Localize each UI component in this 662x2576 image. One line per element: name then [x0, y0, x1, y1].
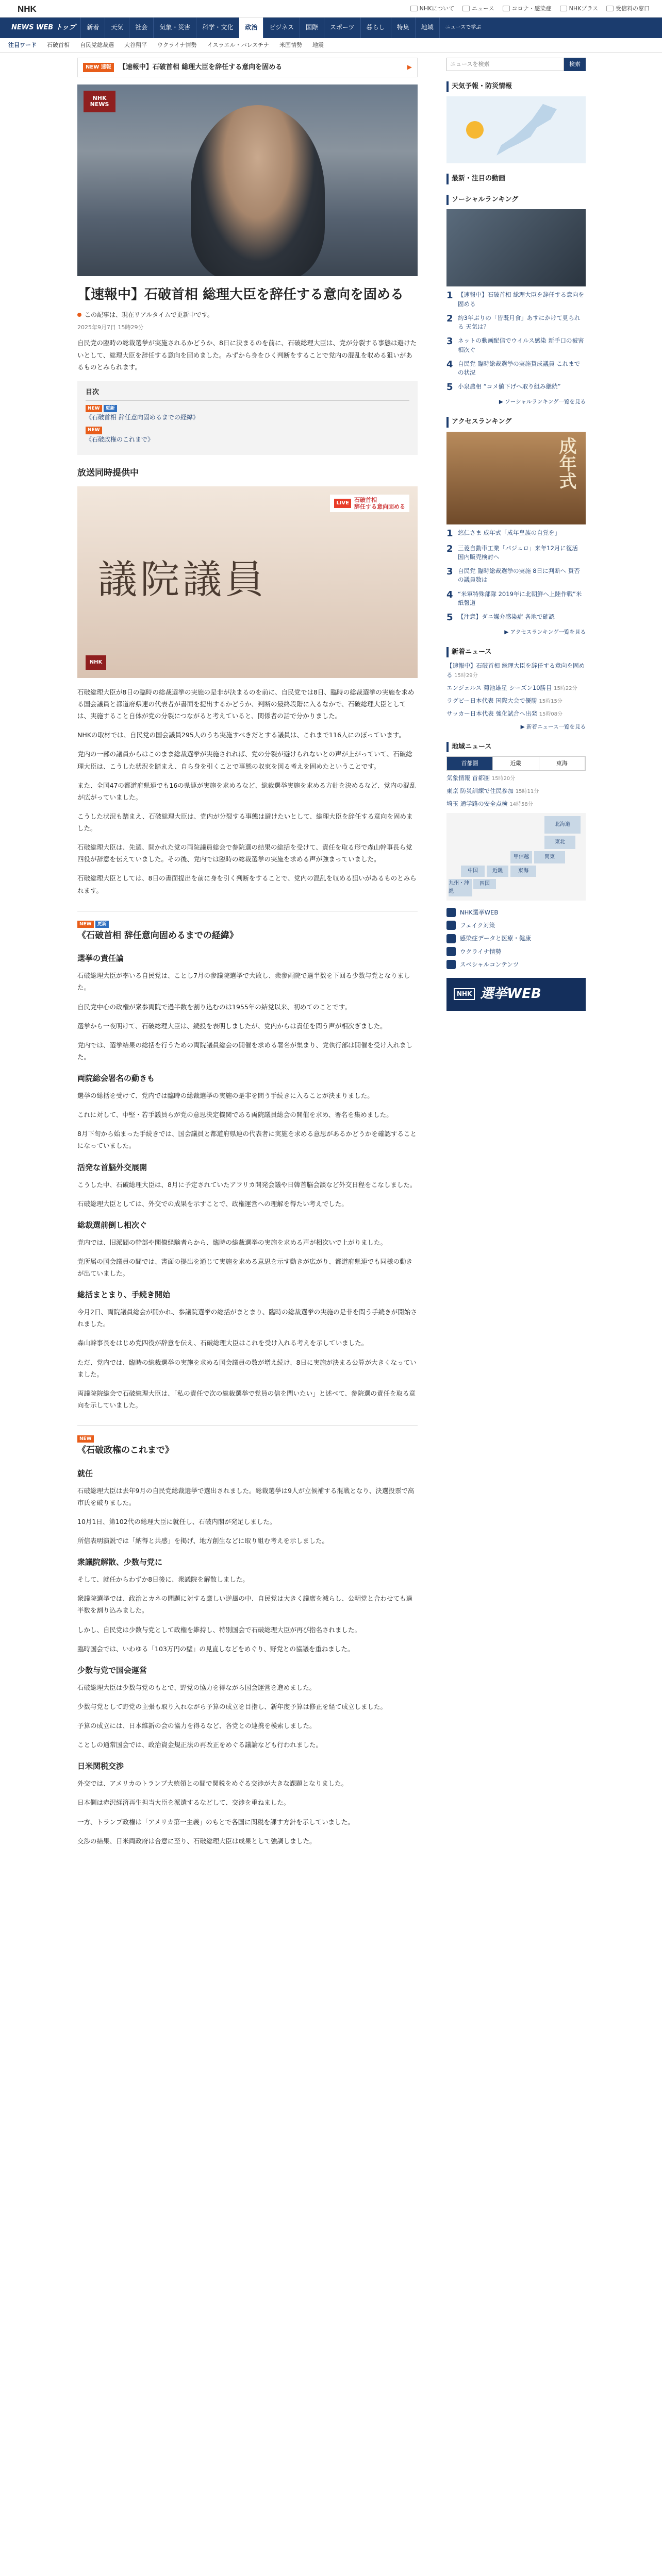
article-paragraph: 臨時国会では、いわゆる「103万円の壁」の見直しなどをめぐり、野党との協議を重ねました。 — [77, 1645, 354, 1653]
social-ranking-heading: ソーシャルランキング — [446, 195, 586, 206]
article-paragraph: 森山幹事長をはじめ党四役が辞意を伝え、石破総理大臣はこれを受け入れる考えを示していました。 — [77, 1339, 368, 1347]
ranking-item[interactable]: 5 小泉農相 “コメ値下げへ取り組み継続” — [446, 382, 561, 393]
sun-icon — [466, 121, 484, 139]
news-list-item[interactable]: 東京 防災訓練で住民参加 15時11分 — [446, 787, 539, 795]
news-list-item[interactable]: エンジェルス 菊池雄星 シーズン10勝目 15時22分 — [446, 684, 577, 691]
article-paragraph: 選挙から一夜明けて、石破総理大臣は、続投を表明しましたが、党内からは責任を問う声が相次ぎました。 — [77, 1022, 387, 1030]
nav-brand[interactable]: NEWS WEB トップ — [11, 23, 76, 31]
social-ranking-more-link[interactable]: ▶ ソーシャルランキング一覧を見る — [499, 399, 586, 405]
article-paragraph: 所信表明演説では「納得と共感」を掲げ、地方創生などに取り組む考えを示しました。 — [77, 1537, 329, 1545]
global-bar — [0, 0, 662, 18]
access-ranking-heading: アクセスランキング — [446, 417, 586, 428]
global-link-news[interactable]: ニュース — [462, 4, 494, 13]
weather-widget[interactable] — [446, 96, 586, 163]
new-badge: NEW — [86, 405, 102, 412]
section-title: 《石破政権のこれまで》 — [77, 1445, 174, 1456]
content-wrap — [0, 53, 662, 1854]
ranking-item[interactable]: 2 三菱自動車工業「パジェロ」来年12月に復活 国内販売検討へ — [446, 543, 578, 561]
article-paragraph: 両議院院総会で石破総理大臣は、「私の責任で次の総裁選挙で党員の信を問いたい」と述べて、参院選の責任を取る意向を示していました。 — [77, 1389, 416, 1409]
news-list-item[interactable]: 気象情報 首都圏 15時20分 — [446, 774, 516, 782]
access-ranking-photo[interactable] — [446, 432, 586, 524]
article-paragraph: 一方、トランプ政権は「アメリカ第一主義」のもとで各国に関税を課す方針を示していました。 — [77, 1818, 354, 1826]
toc-heading: 目次 — [86, 387, 409, 401]
search-button[interactable]: 検索 — [564, 58, 586, 71]
new-news-heading: 新着ニュース — [446, 647, 586, 658]
section-title: 《石破首相 辞任意向固めるまでの経緯》 — [77, 930, 238, 941]
global-link-plus[interactable]: NHKプラス — [560, 4, 598, 13]
japan-map-icon — [489, 104, 566, 156]
nav-item-weather[interactable]: 天気 — [105, 18, 129, 38]
service-link[interactable]: ウクライナ情勢 — [446, 947, 586, 956]
global-links — [410, 4, 650, 13]
ranking-item[interactable]: 4 自民党 臨時総裁選挙の実施賛成議員 これまでの状況 — [446, 359, 581, 377]
nhk-logo[interactable] — [12, 3, 49, 15]
election-web-banner[interactable] — [446, 978, 586, 1011]
update-badge: 更新 — [95, 921, 109, 928]
article-paragraph: 予算の成立には、日本維新の会の協力を得るなど、各党との連携を模索しました。 — [77, 1722, 316, 1730]
keyword-item[interactable]: 自民党総裁選 — [80, 41, 114, 48]
video-nhk-logo: NHK — [86, 655, 106, 670]
service-link[interactable]: フェイク対策 — [446, 921, 586, 930]
live-heading: 放送同時提供中 — [77, 467, 139, 478]
subsection-title: 日米関税交渉 — [77, 1761, 124, 1771]
subsection-title: 就任 — [77, 1468, 93, 1478]
search-input[interactable] — [446, 58, 564, 71]
global-link-fee[interactable]: 受信料の窓口 — [606, 4, 650, 13]
nav-item-life[interactable]: 暮らし — [360, 18, 391, 38]
article-paragraph: しかし、自民党は少数与党として政権を維持し、特別国会で石破総理大臣が再び指名されました。 — [77, 1625, 361, 1634]
corona-icon — [503, 6, 510, 11]
article-paragraph: 党内では、選挙結果の総括を行うための両院議員総会の開催を求める署名が集まり、党執行部は開催を受け入れました。 — [77, 1041, 413, 1061]
section-header — [77, 911, 418, 943]
subsection-title: 総裁選前倒し相次ぐ — [77, 1220, 147, 1230]
map-area[interactable]: 東北 — [544, 836, 575, 849]
article-paragraph: NHKの取材では、自民党の国会議員295人のうち実施すべきだとする議員は、これまで116人にのぼっています。 — [77, 731, 405, 739]
toc-link[interactable]: 《石破首相 辞任意向固めるまでの経緯》 — [86, 414, 199, 421]
section-header — [77, 1426, 418, 1458]
article-paragraph: 石破総理大臣は少数与党のもとで、野党の協力を得ながら国会運営を進めました。 — [77, 1683, 316, 1691]
nhk-logo-text: NHK — [18, 4, 37, 14]
keyword-item[interactable]: ウクライナ情勢 — [157, 41, 197, 48]
article-paragraph: 党所属の国会議員の間では、書面の提出を通じて実施を求める意思を示す動きが広がり、都道府県連でも同様の動きが出ていました。 — [77, 1257, 413, 1278]
sidebar — [446, 58, 586, 1854]
fee-icon — [606, 6, 614, 11]
subsection-title: 少数与党で国会運営 — [77, 1665, 147, 1675]
article-paragraph: 10月1日、第102代の総理大臣に就任し、石破内閣が発足しました。 — [77, 1517, 276, 1526]
weather-heading: 天気予報・防災情報 — [446, 81, 586, 92]
subsection-title: 総括まとまり、手続き開始 — [77, 1290, 171, 1300]
article-main — [77, 58, 418, 1854]
breaking-tag: NEW 速報 — [83, 63, 114, 72]
article-paragraph: 石破総理大臣としては、外交での成果を示すことで、政権運営への理解を得たい考えでした。 — [77, 1199, 348, 1208]
live-update-notice: この記事は、現在リアルタイムで更新中です。 — [77, 310, 418, 320]
news-list-item[interactable]: サッカー日本代表 強化試合へ出発 15時08分 — [446, 710, 563, 718]
access-ranking-more-link[interactable]: ▶ アクセスランキング一覧を見る — [504, 629, 586, 635]
tab-region[interactable]: 近畿 — [493, 757, 539, 770]
nav-item-business[interactable]: ビジネス — [263, 18, 300, 38]
article-paragraph: こうした状況も踏まえ、石破総理大臣は、党内が分裂する事態は避けたいとして、総理大臣を辞任する意向を固めました。 — [77, 812, 413, 833]
live-video-player[interactable] — [77, 486, 418, 678]
social-ranking-photo[interactable] — [446, 209, 586, 286]
subsection-title: 衆議院解散、少数与党に — [77, 1557, 163, 1567]
toc-link[interactable]: 《石破政権のこれまで》 — [86, 435, 154, 443]
article-paragraph: 石破総理大臣としては、8日の書面提出を前に身を引く判断をすることで、党内の混乱を収める狙いがあるものとみられます。 — [77, 874, 417, 894]
tab-region[interactable]: 東海 — [539, 757, 585, 770]
nav-item-international[interactable]: 国際 — [300, 18, 324, 38]
nav-item-sports[interactable]: スポーツ — [324, 18, 360, 38]
article-paragraph: また、全国47の都道府県連でも16の県連が実施を求めるなど、総裁選挙実施を求める方針を決めるなど、党内の混乱が広がっていました。 — [77, 781, 416, 801]
plus-icon — [560, 6, 567, 11]
article-paragraph: 党内では、旧派閥の幹部や閣僚経験者らから、臨時の総裁選挙の実施を求める声が相次いで上がりました。 — [77, 1238, 387, 1246]
nhk-news-badge: NHK NEWS — [84, 91, 115, 112]
nav-item-new[interactable]: 新着 — [80, 18, 105, 38]
map-area[interactable]: 九州・沖縄 — [449, 879, 472, 896]
article-paragraph: 石破総理大臣が8日の臨時の総裁選挙の実施の是非が決まるのを前に、自民党では8日、臨時の総裁選挙の実施を求める国会議員と都道府県連の代表者が書面を提出するかどうか、判断の最終段階に入るなかで、石破総理大臣としては、実施すること自体が党の分裂につながると考えていると、関係者の話で分かりました。 — [77, 688, 415, 720]
article-paragraph: ただ、党内では、臨時の総裁選挙の実施を求める国会議員の数が増え続け、8日に実施が決まる公算が大きくなっていました。 — [77, 1358, 417, 1378]
new-badge: NEW — [77, 1435, 94, 1443]
ranking-item[interactable]: 3 ネットの動画配信でウイルス感染 新手口の被害相次ぐ — [446, 336, 584, 353]
article-paragraph: 今月2日、両院議員総会が開かれ、参議院選挙の総括がまとまり、臨時の総裁選挙の実施の是非を問う手続きが開始されました。 — [77, 1308, 417, 1328]
article-paragraph: ことしの通常国会では、政治資金規正法の再改正をめぐる議論なども行われました。 — [77, 1741, 323, 1749]
banner-title: 選挙WEB — [480, 986, 541, 1002]
article-date: 2025年9月7日 15時29分 — [77, 324, 144, 331]
live-dot-icon — [77, 313, 81, 317]
nav-item-science[interactable]: 科学・文化 — [196, 18, 239, 38]
fake-check-icon — [446, 921, 456, 930]
service-link[interactable]: NHK選挙WEB — [446, 908, 586, 917]
keyword-bar — [0, 38, 662, 53]
access-photo-text: 成年式 — [556, 436, 576, 489]
recent-video-heading: 最新・注目の動画 — [446, 174, 586, 184]
ranking-item[interactable]: 1 【速報中】石破首相 総理大臣を辞任する意向を固める — [446, 290, 585, 308]
new-badge: NEW — [77, 921, 94, 928]
article-paragraph: 少数与党として野党の主張も取り入れながら予算の成立を目指し、新年度予算は修正を経て成立しました。 — [77, 1702, 387, 1710]
breaking-banner[interactable] — [77, 58, 418, 77]
subsection-title: 両院総会署名の動きも — [77, 1074, 155, 1083]
global-link-corona[interactable]: コロナ・感染症 — [503, 4, 552, 13]
new-news-more-link[interactable]: ▶ 新着ニュース一覧を見る — [520, 723, 586, 730]
table-of-contents — [77, 381, 418, 455]
article-paragraph: 石破総理大臣は、先週、開かれた党の両院議員総会で参院選の結果の総括を受けて、責任を取る形で森山幹事長ら党四役が辞意を伝えていました。その後、党内では臨時の総裁選挙の実施を求める声が強まっていました。 — [77, 843, 412, 863]
article-paragraph: こうした中、石破総理大臣は、8月に予定されていたアフリカ開発会議や日韓首脳会談など外交日程をこなしました。 — [77, 1180, 417, 1189]
article-paragraph: 党内の一部の議員からはこのまま総裁選挙が実施されれば、党の分裂が避けられないとの声が上がっていて、石破総理大臣は、こうした状況を踏まえ、自ら身を引くことで事態の収束を図る考えを固めたということです。 — [77, 750, 412, 770]
ranking-item[interactable]: 2 約3年ぶりの「皆既月食」あすにかけて見られる 天気は？ — [446, 313, 581, 331]
news-list-item[interactable]: ラグビー日本代表 国際大会で優勝 15時15分 — [446, 697, 562, 705]
article-paragraph: 日本側は赤沢経済再生担当大臣を派遣するなどして、交渉を重ねました。 — [77, 1799, 290, 1807]
new-badge: NEW — [86, 427, 102, 434]
video-caption: LIVE 石破首相 辞任する意向固める — [330, 495, 409, 512]
map-area[interactable]: 甲信越 — [510, 851, 532, 863]
article-paragraph: 選挙の総括を受けて、党内では臨時の総裁選挙の実施の是非を問う手続きに入ることが決まりました。 — [77, 1092, 374, 1100]
map-area[interactable]: 中国 — [461, 866, 485, 877]
health-icon — [446, 934, 456, 943]
election-icon — [446, 908, 456, 917]
keyword-item[interactable]: 地震 — [312, 41, 324, 48]
map-area[interactable]: 関東 — [534, 851, 565, 863]
article-paragraph: 衆議院選挙では、政治とカネの問題に対する厳しい逆風の中、自民党は大きく議席を減らし、公明党と合わせても過半数を割り込みました。 — [77, 1595, 413, 1615]
map-area[interactable]: 近畿 — [487, 866, 508, 877]
breaking-text: 【速報中】石破首相 総理大臣を辞任する意向を固める — [119, 63, 283, 71]
service-link[interactable]: 感染症データと医療・健康 — [446, 934, 586, 943]
hero-image — [77, 84, 418, 276]
article-paragraph: 交渉の結果、日米両政府は合意に至り、石破総理大臣は成果として強調しました。 — [77, 1837, 316, 1845]
keyword-item[interactable]: 石破首相 — [47, 41, 70, 48]
subsection-title: 活発な首脳外交展開 — [77, 1162, 147, 1172]
article-paragraph: これに対して、中堅・若手議員らが党の意思決定機関である両院議員総会の開催を求め、署名を集めました。 — [77, 1111, 393, 1119]
video-frame-text: 議院議員 — [98, 556, 267, 602]
toc-item[interactable] — [86, 427, 409, 445]
subsection-title: 選挙の責任論 — [77, 954, 124, 963]
article-paragraph: 石破総理大臣が率いる自民党は、ことし7月の参議院選挙で大敗し、衆参両院で過半数を下回る少数与党となりました。 — [77, 972, 410, 992]
ranking-item[interactable]: 1 悠仁さま 成年式「成年皇族の自覚を」 — [446, 528, 561, 539]
ranking-item[interactable]: 3 自民党 臨時総裁選挙の実施 8日に判断へ 賛否の議員数は — [446, 566, 580, 584]
tab-region[interactable]: 首都圏 — [447, 757, 493, 770]
chevron-right-icon: ▶ — [407, 63, 412, 71]
about-icon — [410, 6, 418, 11]
keyword-item[interactable]: 米国情勢 — [279, 41, 303, 48]
service-link[interactable]: スペシャルコンテンツ — [446, 960, 586, 969]
hero-person — [191, 105, 325, 276]
news-list-item[interactable]: 埼玉 通学路の安全点検 14時58分 — [446, 800, 533, 808]
keyword-item[interactable]: イスラエル・パレスチナ — [207, 41, 270, 48]
global-link-about[interactable]: NHKについて — [410, 4, 455, 13]
ranking-item[interactable]: 4 “米軍特殊部隊 2019年に北朝鮮へ上陸作戦”米紙報道 — [446, 589, 582, 606]
update-badge: 更新 — [104, 405, 117, 412]
nav-item-politics[interactable]: 政治 — [239, 18, 263, 38]
article-lead: 自民党の臨時の総裁選挙が実施されるかどうか、8日に決まるのを前に、石破総理大臣は、党が分裂する事態は避けたいとして、総理大臣を辞任する意向を固めました。みずから身をひく判断をすることで党内の混乱を収める狙いがあるものとみられます。 — [77, 339, 417, 371]
article-paragraph: そして、就任からわずか8日後に、衆議院を解散しました。 — [77, 1575, 249, 1584]
search-box — [446, 58, 586, 71]
main-nav — [0, 18, 662, 38]
article-title: 【速報中】石破首相 総理大臣を辞任する意向を固める — [77, 287, 404, 302]
special-icon — [446, 960, 456, 969]
ranking-item[interactable]: 5 【注意】ダニ媒介感染症 各地で確認 — [446, 612, 555, 623]
nav-item-disaster[interactable]: 気象・災害 — [153, 18, 196, 38]
article-paragraph: 石破総理大臣は去年9月の自民党総裁選挙で選出されました。総裁選挙は9人が立候補する混戦となり、決選投票で高市氏を破りました。 — [77, 1486, 415, 1506]
news-list-item[interactable]: 【速報中】石破首相 総理大臣を辞任する意向を固める 15時29分 — [446, 662, 585, 679]
nav-item-learn[interactable]: ニュースで学ぶ — [439, 18, 487, 38]
nav-item-society[interactable]: 社会 — [129, 18, 153, 38]
region-tabs — [446, 756, 586, 771]
news-icon — [462, 6, 470, 11]
toc-item[interactable] — [86, 405, 409, 423]
map-area[interactable]: 北海道 — [544, 816, 581, 834]
region-heading: 地域ニュース — [446, 742, 586, 753]
map-area[interactable]: 四国 — [473, 879, 496, 889]
globe-icon — [446, 947, 456, 956]
article-paragraph: 8月下旬から始まった手続きでは、国会議員と都道府県連の代表者に実施を求める意思があるかどうかを確認することになっていました。 — [77, 1130, 417, 1150]
nav-item-feature[interactable]: 特集 — [391, 18, 415, 38]
region-map — [446, 813, 586, 901]
live-badge: LIVE — [334, 499, 351, 508]
nav-item-region[interactable]: 地域 — [415, 18, 439, 38]
keyword-item[interactable]: 大谷翔平 — [124, 41, 147, 48]
article-paragraph: 外交では、アメリカのトランプ大統領との間で関税をめぐる交渉が大きな課題となりました。 — [77, 1780, 348, 1788]
keyword-lead: 注目ワード — [8, 41, 37, 48]
article-paragraph: 自民党中心の政権が衆参両院で過半数を割り込むのは1955年の結党以来、初めてのことです。 — [77, 1003, 351, 1011]
banner-logo: NHK — [454, 988, 475, 1000]
map-area[interactable]: 東海 — [510, 866, 536, 877]
